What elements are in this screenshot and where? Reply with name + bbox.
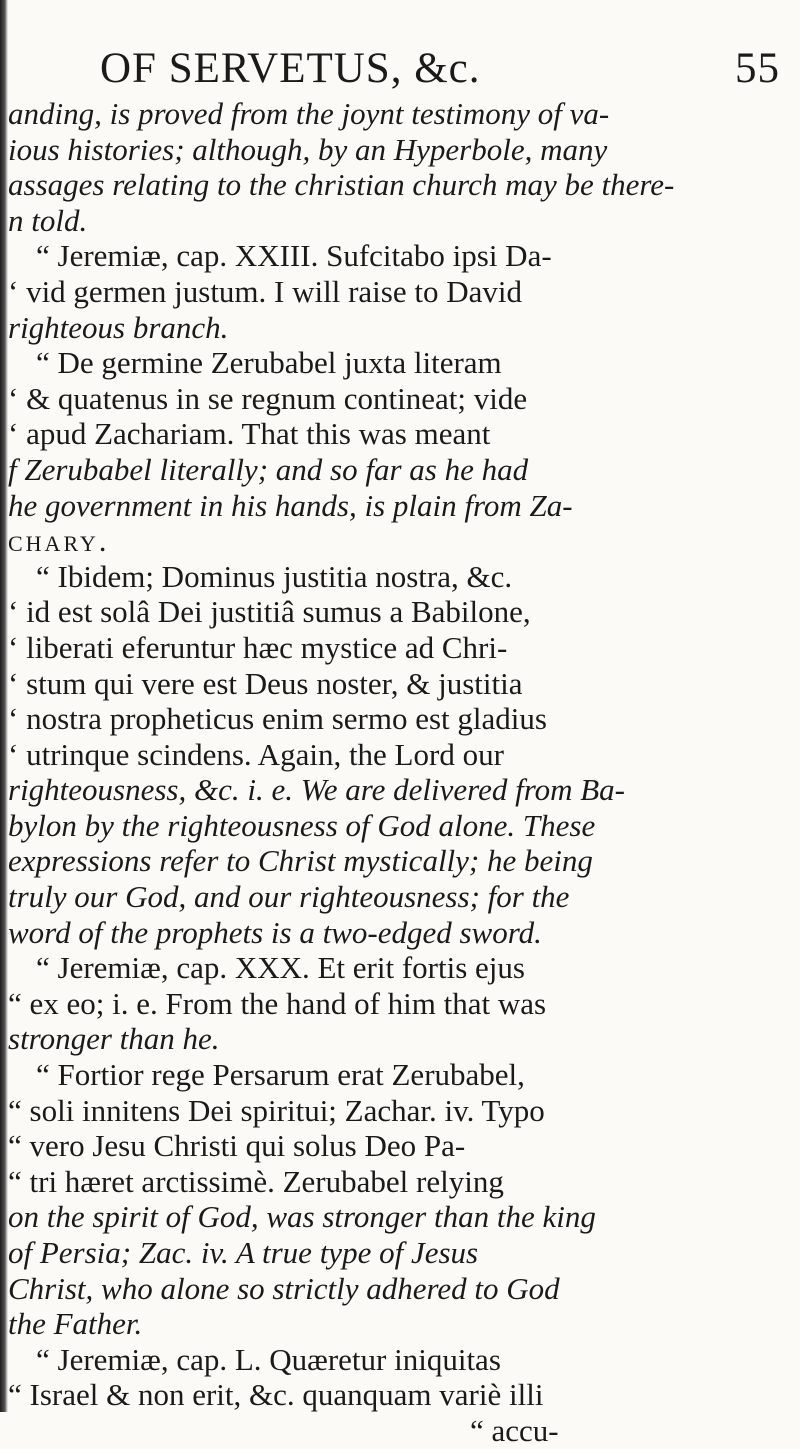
- text-line-content: “ soli innitens Dei spiritui; Zachar. iv. Typo: [8, 1092, 545, 1128]
- text-line-content: ‘ nostra propheticus enim sermo est gladius: [8, 701, 547, 737]
- text-line-content: he government in his hands, is plain from Za-: [8, 487, 573, 523]
- text-line: [0, 96, 800, 132]
- text-line: [0, 594, 800, 630]
- text-line-content: f Zerubabel literally; and so far as he had: [8, 451, 529, 487]
- text-line: [0, 1199, 800, 1235]
- text-line: [0, 737, 800, 773]
- text-line-content: ‘ & quatenus in se regnum contineat; vide: [8, 380, 528, 416]
- text-line: [0, 132, 800, 168]
- text-line: [0, 1235, 800, 1271]
- text-line-content: ‘ apud Zachariam. That this was meant: [8, 416, 491, 452]
- text-line: [0, 452, 800, 488]
- text-line: [0, 630, 800, 666]
- text-line-content: “ Jeremiæ, cap. L. Quæretur iniquitas: [36, 1341, 501, 1377]
- text-line-content: stronger than he.: [8, 1021, 220, 1057]
- text-line-content: chary.: [8, 523, 110, 559]
- text-line-content: anding, is proved from the joynt testimony of va-: [8, 96, 610, 131]
- text-line-content: of Persia; Zac. iv. A true type of Jesus: [8, 1235, 479, 1270]
- text-line-content: “ tri hæret arctissimè. Zerubabel relying: [8, 1163, 504, 1199]
- text-line: [0, 238, 800, 274]
- text-line: [0, 1093, 800, 1129]
- text-line-content: the Father.: [8, 1306, 143, 1342]
- text-line-content: ‘ liberati eferuntur hæc mystice ad Chri-: [8, 629, 508, 665]
- text-line: [0, 915, 800, 951]
- text-line-content: ‘ stum qui vere est Deus noster, & justitia: [8, 665, 523, 701]
- text-line-content: ‘ id est solâ Dei justitiâ sumus a Babilone,: [8, 594, 531, 630]
- text-line-content: “ ex eo; i. e. From the hand of him that was: [8, 985, 547, 1021]
- text-line-content: assages relating to the christian church may be there-: [8, 167, 675, 203]
- text-line-content: ious histories; although, by an Hyperbole, many: [8, 131, 608, 167]
- text-line: [0, 559, 800, 595]
- text-line: [0, 203, 800, 239]
- text-line-content: truly our God, and our righteousness; for the: [8, 879, 570, 915]
- text-line-content: word of the prophets is a two-edged sword.: [8, 914, 542, 950]
- text-line-content: on the spirit of God, was stronger than the king: [8, 1199, 596, 1235]
- text-line-content: “ Fortior rege Persarum erat Zerubabel,: [36, 1057, 525, 1093]
- text-line: [0, 1342, 800, 1378]
- text-line-content: expressions refer to Christ mystically; he being: [8, 843, 593, 879]
- text-line: [0, 1306, 800, 1342]
- text-line: [0, 843, 800, 879]
- text-line: [0, 523, 800, 559]
- text-line: [0, 1377, 800, 1413]
- running-title: OF SERVETUS, &c.: [100, 45, 481, 92]
- text-line: [0, 986, 800, 1022]
- text-line: [0, 1021, 800, 1057]
- text-line: [0, 1413, 800, 1449]
- text-line: [0, 950, 800, 986]
- text-line: [0, 416, 800, 452]
- text-line-content: bylon by the righteousness of God alone. These: [8, 807, 596, 843]
- text-line: [0, 167, 800, 203]
- page-number: 55: [735, 45, 780, 92]
- body-text: [0, 96, 800, 1449]
- text-line: [0, 879, 800, 915]
- text-line-content: “ vero Jesu Christi qui solus Deo Pa-: [8, 1128, 466, 1164]
- text-line: [0, 274, 800, 310]
- text-line-content: ‘ utrinque scindens. Again, the Lord our: [8, 736, 504, 772]
- text-line: [0, 310, 800, 346]
- text-line: [0, 1128, 800, 1164]
- text-line: [0, 701, 800, 737]
- text-line: [0, 381, 800, 417]
- text-line: [0, 1271, 800, 1307]
- text-line-content: “ Ibidem; Dominus justitia nostra, &c.: [36, 558, 513, 594]
- text-line-content: “ accu-: [470, 1412, 559, 1448]
- text-line-content: “ Jeremiæ, cap. XXX. Et erit fortis ejus: [36, 950, 525, 986]
- text-line-content: “ De germine Zerubabel juxta literam: [36, 345, 502, 381]
- text-line: [0, 666, 800, 702]
- text-line: [0, 488, 800, 524]
- text-line: [0, 345, 800, 381]
- text-line: [0, 1164, 800, 1200]
- text-line-content: “ Israel & non erit, &c. quanquam variè illi: [8, 1377, 544, 1413]
- text-line-content: n told.: [8, 202, 88, 238]
- text-line-content: Christ, who alone so strictly adhered to God: [8, 1270, 560, 1306]
- text-line-content: righteousness, &c. i. e. We are delivered from Ba-: [8, 772, 626, 808]
- text-line-content: “ Jeremiæ, cap. XXIII. Sufcitabo ipsi Da-: [36, 238, 552, 274]
- text-line-content: ‘ vid germen justum. I will raise to David: [8, 273, 522, 309]
- text-line: [0, 1057, 800, 1093]
- page-header: [100, 44, 790, 94]
- text-line: [0, 772, 800, 808]
- text-line: [0, 808, 800, 844]
- text-line-content: righteous branch.: [8, 309, 229, 345]
